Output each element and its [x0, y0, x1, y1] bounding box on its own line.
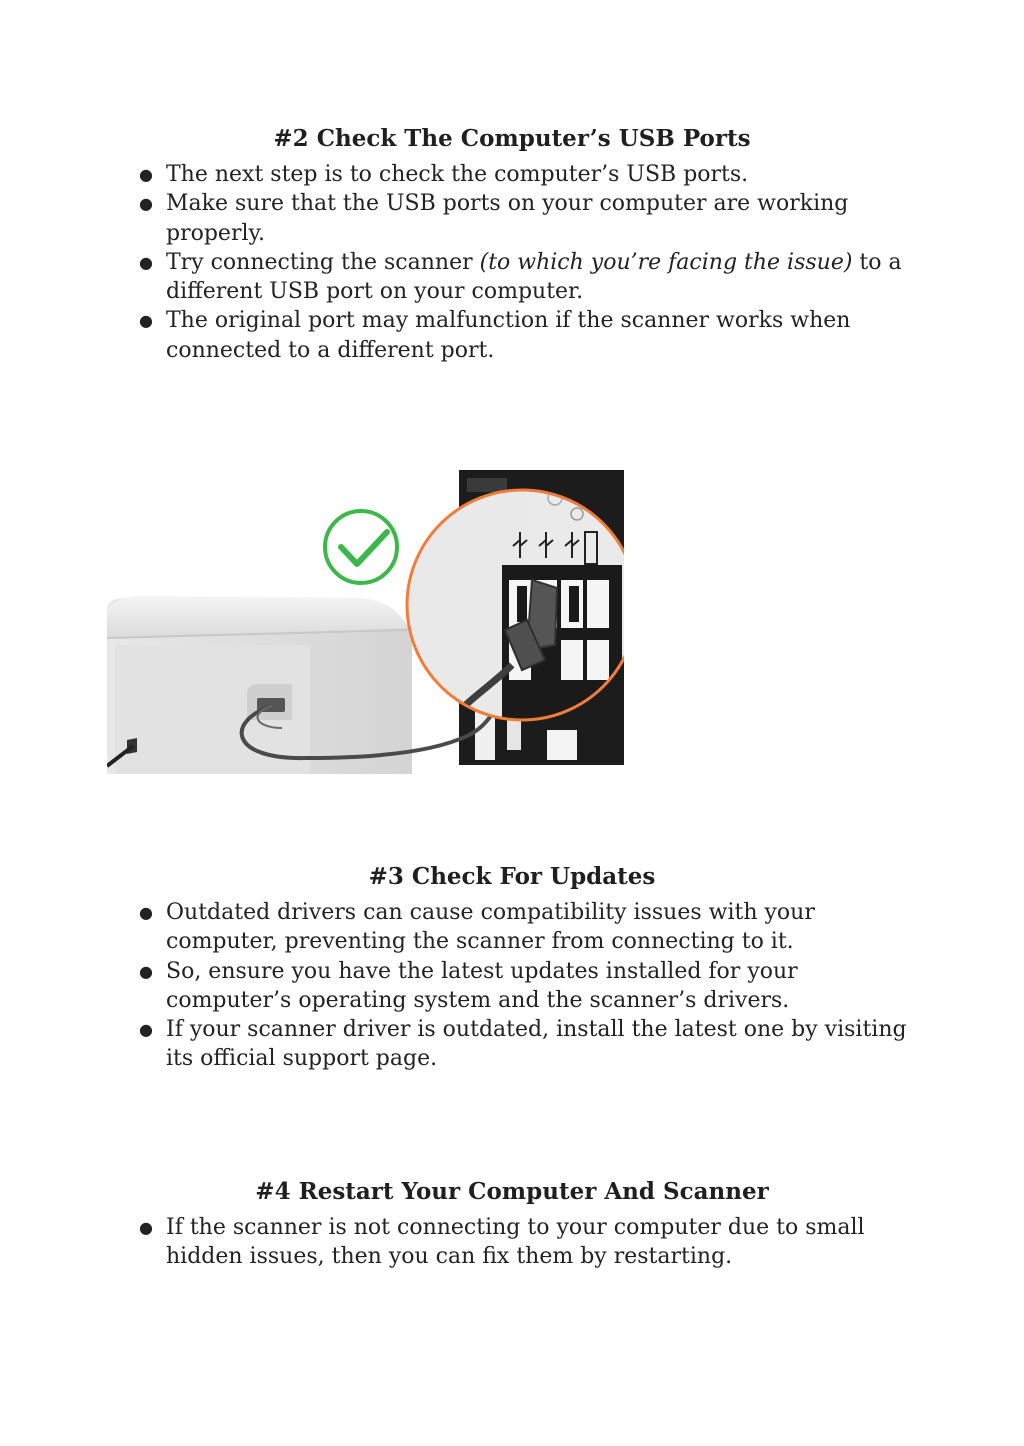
list-item: [0, 189, 926, 248]
list-item: [0, 898, 926, 957]
scanner-usb-illustration: [107, 470, 624, 774]
section-4-list: [0, 1213, 926, 1272]
section-2-list: [0, 160, 926, 365]
bullet-text: The next step is to check the computer’s USB ports.: [166, 162, 749, 187]
bullet-icon: ●: [139, 311, 153, 331]
bullet-text: If your scanner driver is outdated, install the latest one by visiting its official support page.: [166, 1017, 907, 1072]
bullet-text: So, ensure you have the latest updates installed for your computer’s operating system and the scanner’s drivers.: [166, 958, 798, 1013]
list-item: [0, 160, 926, 189]
scanner: [107, 596, 412, 774]
list-item: [0, 957, 926, 1016]
section-3-list: [0, 898, 926, 1074]
section-3-heading: #3 Check For Updates: [368, 863, 656, 890]
bullet-icon: ●: [139, 194, 153, 214]
bullet-text: Try connecting the scanner: [166, 249, 480, 275]
bullet-icon: ●: [139, 1218, 153, 1237]
bullet-icon: ●: [139, 903, 153, 922]
list-item: [0, 1213, 926, 1272]
magnifier-zoom: [407, 490, 624, 735]
bullet-icon: ●: [139, 165, 153, 184]
bullet-icon: ●: [139, 961, 153, 981]
section-2-heading: #2 Check The Computer’s USB Ports: [273, 125, 751, 152]
check-mark-icon: [325, 511, 397, 583]
bullet-text: If the scanner is not connecting to your computer due to small hidden issues, then you can fix them by restarting.: [166, 1215, 865, 1270]
bullet-text: to a different USB port on your computer.: [166, 249, 902, 305]
list-item: [0, 1015, 926, 1074]
list-item: [0, 306, 926, 365]
bullet-text: Make sure that the USB ports on your computer are working properly.: [166, 191, 849, 246]
bullet-icon: ●: [139, 1020, 153, 1040]
bullet-text-italic: (to which you’re facing the issue): [479, 249, 853, 275]
list-item: [0, 248, 926, 307]
bullet-text: Outdated drivers can cause compatibility issues with your computer, preventing the scanner from connecting to it.: [166, 900, 815, 955]
bullet-text: The original port may malfunction if the scanner works when connected to a different port.: [166, 308, 851, 363]
section-4-heading: #4 Restart Your Computer And Scanner: [255, 1178, 769, 1205]
bullet-icon: ●: [139, 252, 153, 272]
